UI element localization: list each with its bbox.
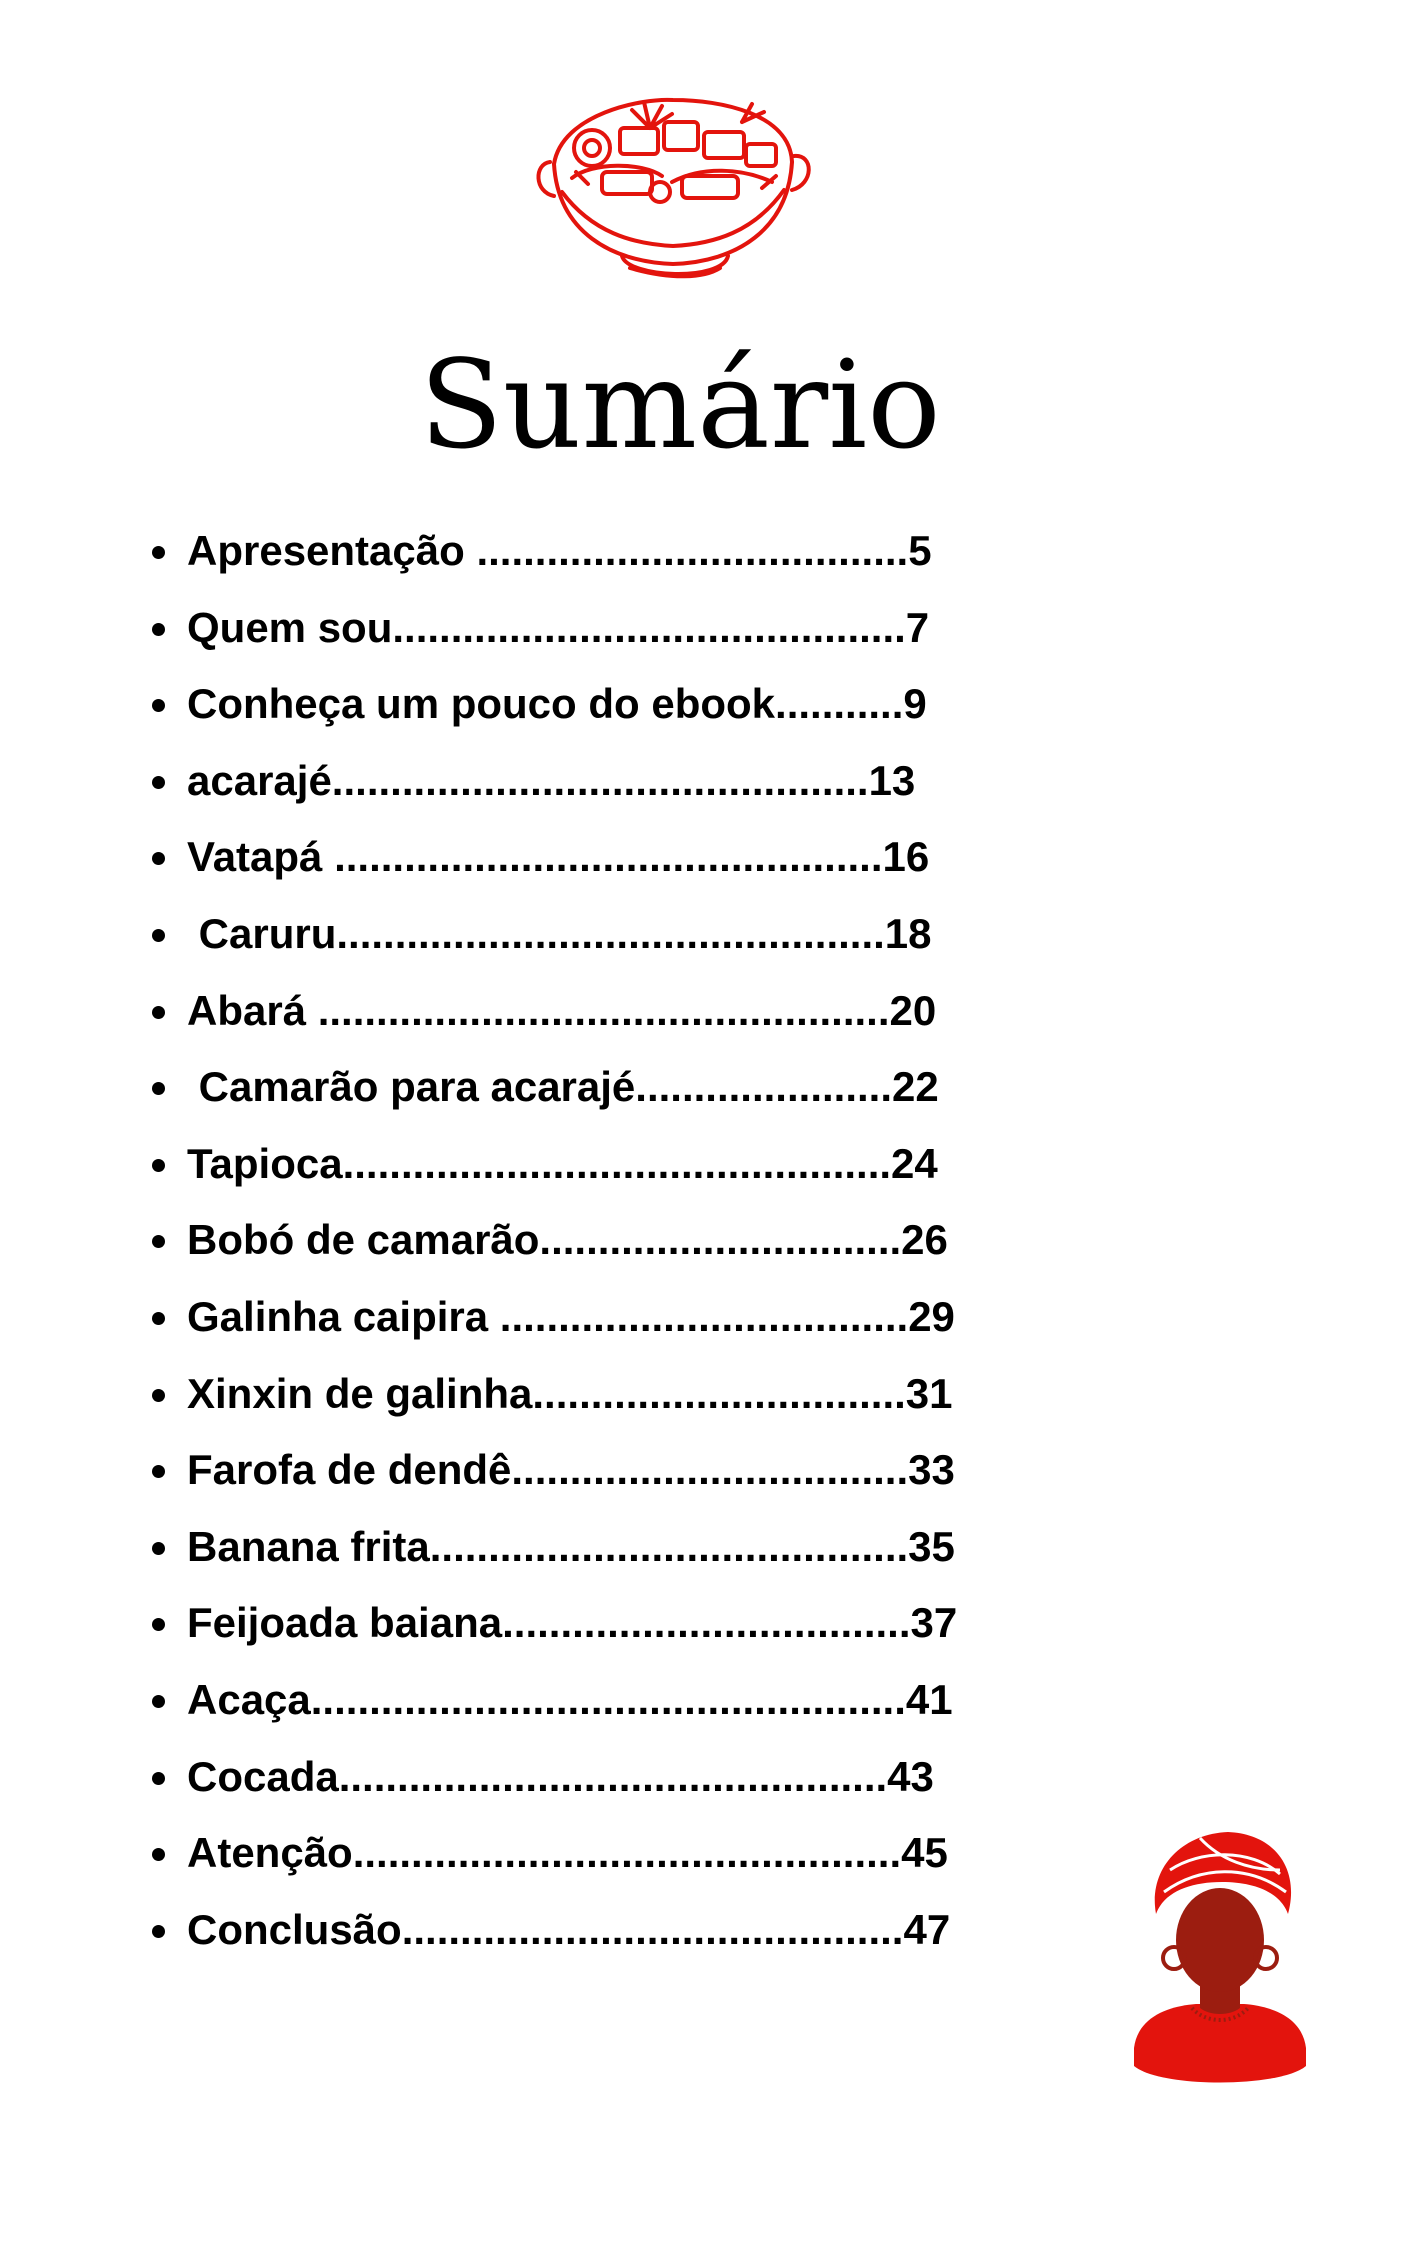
toc-item xyxy=(152,1134,957,1211)
toc-item xyxy=(152,1517,957,1594)
toc-item xyxy=(152,598,957,675)
bullet-icon xyxy=(152,546,165,559)
bullet-icon xyxy=(152,1925,165,1938)
bullet-icon xyxy=(152,1082,165,1095)
bullet-icon xyxy=(152,1542,165,1555)
toc-item xyxy=(152,827,957,904)
toc-item-text: Caruru...............................................18 xyxy=(187,909,932,957)
toc-item xyxy=(152,904,957,981)
toc-item xyxy=(152,1670,957,1747)
toc-item xyxy=(152,1364,957,1441)
toc-item xyxy=(152,1900,957,1977)
toc-item xyxy=(152,1440,957,1517)
toc-item-text: Bobó de camarão...............................26 xyxy=(187,1216,948,1264)
toc-item xyxy=(152,1210,957,1287)
toc-item xyxy=(152,1287,957,1364)
toc-item-text: Farofa de dendê..................................33 xyxy=(187,1446,955,1494)
bullet-icon xyxy=(152,699,165,712)
bullet-icon xyxy=(152,623,165,636)
toc-item-text: Banana frita.........................................35 xyxy=(187,1522,955,1570)
toc-item xyxy=(152,1593,957,1670)
bullet-icon xyxy=(152,929,165,942)
bullet-icon xyxy=(152,1772,165,1785)
table-of-contents xyxy=(152,521,957,1976)
toc-item-text: Conclusão...........................................47 xyxy=(187,1905,951,1953)
toc-item-text: Conheça um pouco do ebook...........9 xyxy=(187,680,927,728)
bullet-icon xyxy=(152,1618,165,1631)
clay-pot-stew-icon xyxy=(532,92,814,284)
bullet-icon xyxy=(152,1235,165,1248)
toc-item-text: Camarão para acarajé......................22 xyxy=(187,1063,939,1111)
bullet-icon xyxy=(152,1312,165,1325)
toc-item-text: Galinha caipira ...................................29 xyxy=(187,1292,955,1340)
toc-item-text: Feijoada baiana...................................37 xyxy=(187,1599,958,1647)
toc-item xyxy=(152,674,957,751)
toc-item xyxy=(152,1057,957,1134)
toc-item-text: Atenção...............................................45 xyxy=(187,1829,948,1877)
toc-item-text: Cocada...............................................43 xyxy=(187,1752,934,1800)
toc-item-text: acarajé..............................................13 xyxy=(187,756,916,804)
bullet-icon xyxy=(152,1159,165,1172)
toc-item-text: Quem sou............................................7 xyxy=(187,603,930,651)
bullet-icon xyxy=(152,1389,165,1402)
page-title: Sumário xyxy=(419,334,941,476)
toc-item-text: Abará .................................................20 xyxy=(187,986,937,1034)
bullet-icon xyxy=(152,1695,165,1708)
toc-item-text: Vatapá ...............................................16 xyxy=(187,833,930,881)
toc-item xyxy=(152,981,957,1058)
toc-item xyxy=(152,1747,957,1824)
bullet-icon xyxy=(152,1006,165,1019)
bullet-icon xyxy=(152,852,165,865)
toc-item-text: Acaça...................................................41 xyxy=(187,1675,953,1723)
toc-item-text: Apresentação .....................................5 xyxy=(187,527,932,574)
toc-item xyxy=(152,521,957,598)
toc-item xyxy=(152,1823,957,1900)
bullet-icon xyxy=(152,1465,165,1478)
toc-item-text: Xinxin de galinha................................31 xyxy=(187,1369,953,1417)
turbaned-woman-icon xyxy=(1130,1830,1310,2090)
bullet-icon xyxy=(152,776,165,789)
toc-item xyxy=(152,751,957,828)
toc-item-text: Tapioca...............................................24 xyxy=(187,1139,938,1187)
bullet-icon xyxy=(152,1848,165,1861)
